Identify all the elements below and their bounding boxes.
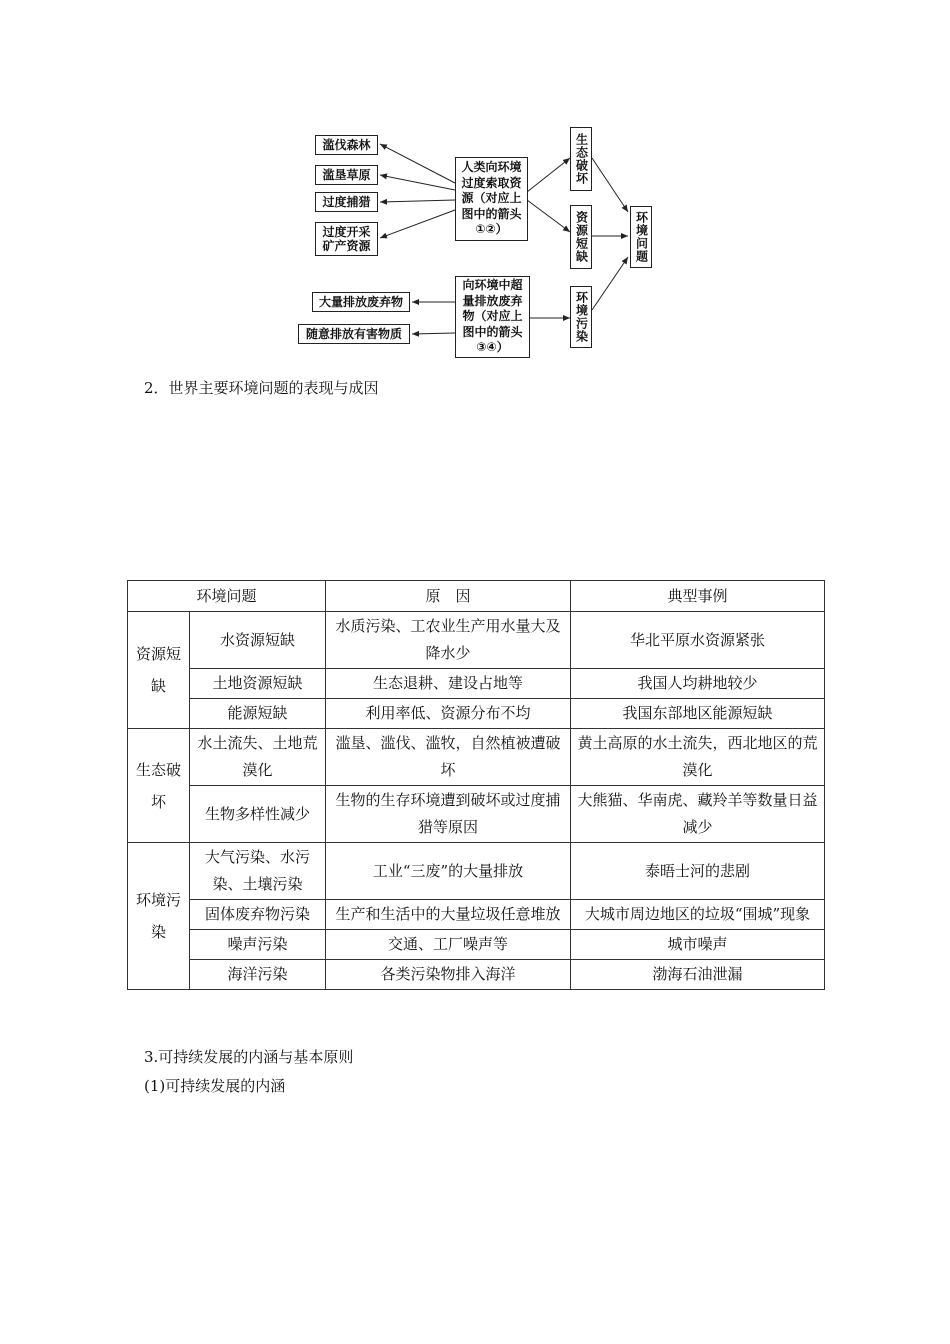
box-overhunting: 过度捕猎 (315, 192, 378, 212)
env-problems-table (127, 580, 825, 990)
box-waste-discharge: 大量排放废弃物 (312, 292, 410, 312)
problem-cell: 大气污染、水污染、土壤污染 (190, 843, 326, 900)
group-name: 资源短缺 (128, 612, 190, 729)
cause-cell: 生产和生活中的大量垃圾任意堆放 (326, 900, 571, 930)
box-over-extraction: 人类向环境过度索取资源（对应上图中的箭头①②） (455, 157, 528, 241)
table-row (128, 612, 825, 669)
example-cell: 我国东部地区能源短缺 (571, 699, 825, 729)
table-row (128, 900, 825, 930)
box-overmining: 过度开采矿产资源 (315, 222, 378, 256)
group-name: 环境污染 (128, 843, 190, 990)
heading-world-env-problems: 2．世界主要环境问题的表现与成因 (144, 379, 379, 397)
heading-sustainable-development: 3.可持续发展的内涵与基本原则 (144, 1048, 354, 1066)
box-pollution: 环境污染 (570, 286, 592, 348)
box-harmful-discharge: 随意排放有害物质 (298, 324, 410, 344)
heading-sustainable-meaning: (1)可持续发展的内涵 (144, 1077, 286, 1095)
problem-cell: 生物多样性减少 (190, 786, 326, 843)
problem-cell: 海洋污染 (190, 960, 326, 990)
problem-cell: 噪声污染 (190, 930, 326, 960)
cause-cell: 滥垦、滥伐、滥牧，自然植被遭破坏 (326, 729, 571, 786)
table-row (128, 786, 825, 843)
problem-cell: 能源短缺 (190, 699, 326, 729)
table-row (128, 843, 825, 900)
problem-cell: 固体废弃物污染 (190, 900, 326, 930)
cause-cell: 交通、工厂噪声等 (326, 930, 571, 960)
problem-cell: 水土流失、土地荒漠化 (190, 729, 326, 786)
header-cause: 原 因 (326, 581, 571, 612)
cause-cell: 各类污染物排入海洋 (326, 960, 571, 990)
box-resource-shortage: 资源短缺 (570, 205, 592, 269)
example-cell: 华北平原水资源紧张 (571, 612, 825, 669)
table-row (128, 960, 825, 990)
example-cell: 渤海石油泄漏 (571, 960, 825, 990)
box-grassland-reclaim: 滥垦草原 (315, 165, 378, 185)
example-cell: 大城市周边地区的垃圾“围城”现象 (571, 900, 825, 930)
problem-cell: 水资源短缺 (190, 612, 326, 669)
cause-cell: 水质污染、工农业生产用水量大及降水少 (326, 612, 571, 669)
box-deforestation: 滥伐森林 (315, 135, 378, 155)
group-name: 生态破坏 (128, 729, 190, 843)
environment-problem-diagram (0, 0, 950, 370)
example-cell: 黄土高原的水土流失，西北地区的荒漠化 (571, 729, 825, 786)
box-environment-problem: 环境问题 (630, 206, 652, 268)
cause-cell: 生物的生存环境遭到破坏或过度捕猎等原因 (326, 786, 571, 843)
cause-cell: 生态退耕、建设占地等 (326, 669, 571, 699)
table-row (128, 669, 825, 699)
example-cell: 大熊猫、华南虎、藏羚羊等数量日益减少 (571, 786, 825, 843)
table-row (128, 729, 825, 786)
box-excess-waste: 向环境中超量排放废弃物（对应上图中的箭头③④） (455, 276, 530, 358)
cause-cell: 工业“三废”的大量排放 (326, 843, 571, 900)
table-row (128, 930, 825, 960)
table-row (128, 699, 825, 729)
problem-cell: 土地资源短缺 (190, 669, 326, 699)
header-problem: 环境问题 (128, 581, 326, 612)
example-cell: 城市噪声 (571, 930, 825, 960)
table-header-row (128, 581, 825, 612)
header-example: 典型事例 (571, 581, 825, 612)
example-cell: 我国人均耕地较少 (571, 669, 825, 699)
cause-cell: 利用率低、资源分布不均 (326, 699, 571, 729)
box-eco-damage: 生态破坏 (570, 127, 592, 191)
example-cell: 泰晤士河的悲剧 (571, 843, 825, 900)
